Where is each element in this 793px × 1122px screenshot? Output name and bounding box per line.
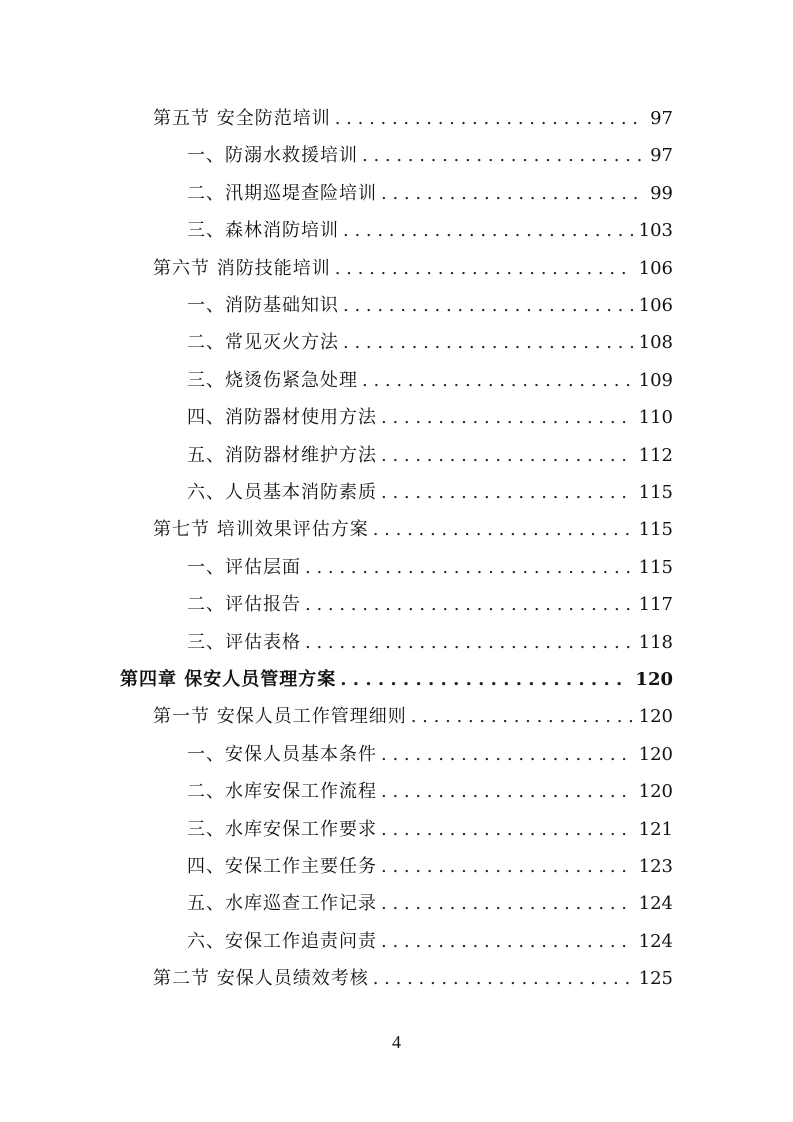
toc-entry-page: 106	[638, 295, 673, 316]
toc-entry-page: 97	[650, 145, 673, 167]
toc-dot-leader	[381, 885, 633, 922]
toc-entry-page: 125	[638, 968, 673, 990]
page-number: 4	[392, 1032, 401, 1052]
toc-dot-leader	[343, 212, 633, 249]
toc-subsection-entry[interactable]	[187, 212, 673, 249]
toc-entry-page: 120	[635, 669, 673, 690]
toc-entry-title: 一、防溺水救援培训	[187, 145, 358, 167]
toc-dot-leader	[340, 661, 629, 698]
toc-entry-title: 一、评估层面	[187, 556, 301, 578]
toc-entry-title: 四、安保工作主要任务	[187, 856, 377, 877]
toc-dot-leader	[343, 287, 633, 324]
toc-entry-title: 二、评估报告	[187, 594, 301, 616]
toc-entry-page: 112	[638, 444, 673, 466]
toc-section-entry[interactable]	[153, 100, 673, 137]
toc-entry-title: 三、森林消防培训	[187, 220, 339, 242]
toc-entry-page: 110	[638, 407, 673, 429]
toc-entry-page: 118	[638, 631, 673, 653]
toc-subsection-entry[interactable]	[187, 811, 673, 848]
toc-entry-title: 五、水库巡查工作记录	[187, 893, 377, 915]
toc-entry-page: 117	[638, 594, 673, 616]
toc-entry-title: 五、消防器材维护方法	[187, 444, 377, 466]
toc-dot-leader	[305, 586, 633, 623]
toc-entry-page: 109	[638, 369, 673, 391]
toc-entry-title: 二、常见灭火方法	[187, 332, 339, 354]
toc-section-entry[interactable]	[153, 960, 673, 997]
toc-subsection-entry[interactable]	[187, 624, 673, 661]
toc-section-entry[interactable]	[153, 250, 673, 287]
toc-subsection-entry[interactable]	[187, 474, 673, 511]
toc-subsection-entry[interactable]	[187, 324, 673, 361]
toc-subsection-entry[interactable]	[187, 848, 673, 885]
toc-entry-page: 99	[650, 182, 673, 204]
toc-dot-leader	[381, 175, 644, 212]
toc-section-entry[interactable]	[153, 511, 673, 548]
toc-entry-title: 二、汛期巡堤查险培训	[187, 182, 377, 204]
toc-entry-title: 第六节 消防技能培训	[153, 257, 331, 279]
toc-dot-leader	[373, 960, 633, 997]
toc-dot-leader	[411, 698, 633, 735]
toc-entry-title: 一、安保人员基本条件	[187, 743, 377, 765]
toc-chapter-entry[interactable]	[120, 661, 673, 698]
toc-entry-page: 123	[638, 856, 673, 877]
toc-dot-leader	[335, 100, 644, 137]
toc-entry-title: 第一节 安保人员工作管理细则	[153, 706, 407, 728]
toc-entry-page: 106	[638, 257, 673, 279]
toc-dot-leader	[381, 773, 633, 810]
toc-entry-title: 第四章 保安人员管理方案	[120, 669, 337, 690]
toc-dot-leader	[362, 362, 633, 399]
toc-entry-page: 121	[638, 818, 673, 840]
toc-entry-page: 120	[638, 781, 673, 803]
toc-subsection-entry[interactable]	[187, 736, 673, 773]
toc-entry-title: 六、安保工作追责问责	[187, 930, 377, 952]
toc-entry-page: 103	[638, 220, 673, 242]
toc-dot-leader	[362, 137, 644, 174]
toc-subsection-entry[interactable]	[187, 586, 673, 623]
toc-entry-page: 115	[638, 556, 673, 578]
toc-entry-title: 三、水库安保工作要求	[187, 818, 377, 840]
toc-dot-leader	[343, 324, 633, 361]
toc-dot-leader	[381, 811, 633, 848]
toc-entry-title: 三、烧烫伤紧急处理	[187, 369, 358, 391]
toc-entry-page: 108	[638, 332, 673, 354]
toc-entry-page: 97	[650, 108, 673, 129]
toc-entry-page: 120	[638, 743, 673, 765]
toc-entry-title: 第七节 培训效果评估方案	[153, 519, 369, 541]
toc-section-entry[interactable]	[153, 698, 673, 735]
toc-entry-title: 第二节 安保人员绩效考核	[153, 968, 369, 990]
toc-subsection-entry[interactable]	[187, 399, 673, 436]
toc-subsection-entry[interactable]	[187, 437, 673, 474]
toc-dot-leader	[381, 399, 633, 436]
toc-subsection-entry[interactable]	[187, 923, 673, 960]
toc-dot-leader	[373, 511, 633, 548]
toc-subsection-entry[interactable]	[187, 175, 673, 212]
toc-dot-leader	[381, 736, 633, 773]
toc-entry-page: 115	[638, 519, 673, 541]
toc-subsection-entry[interactable]	[187, 287, 673, 324]
toc-entry-title: 第五节 安全防范培训	[153, 108, 331, 129]
toc-entry-title: 二、水库安保工作流程	[187, 781, 377, 803]
toc-entry-page: 115	[638, 482, 673, 503]
toc-entry-title: 四、消防器材使用方法	[187, 407, 377, 429]
toc-entry-page: 120	[638, 706, 673, 728]
toc-dot-leader	[381, 923, 633, 960]
toc-subsection-entry[interactable]	[187, 362, 673, 399]
toc-entry-title: 一、消防基础知识	[187, 295, 339, 316]
toc-subsection-entry[interactable]	[187, 773, 673, 810]
toc-dot-leader	[381, 848, 633, 885]
toc-subsection-entry[interactable]	[187, 549, 673, 586]
toc-dot-leader	[381, 474, 633, 511]
toc-entry-page: 124	[638, 930, 673, 952]
toc-entry-title: 三、评估表格	[187, 631, 301, 653]
toc-entry-page: 124	[638, 893, 673, 915]
toc-entry-title: 六、人员基本消防素质	[187, 482, 377, 503]
toc-dot-leader	[381, 437, 633, 474]
toc-dot-leader	[305, 549, 633, 586]
toc-subsection-entry[interactable]	[187, 137, 673, 174]
toc-subsection-entry[interactable]	[187, 885, 673, 922]
toc-dot-leader	[335, 250, 633, 287]
toc-dot-leader	[305, 624, 633, 661]
